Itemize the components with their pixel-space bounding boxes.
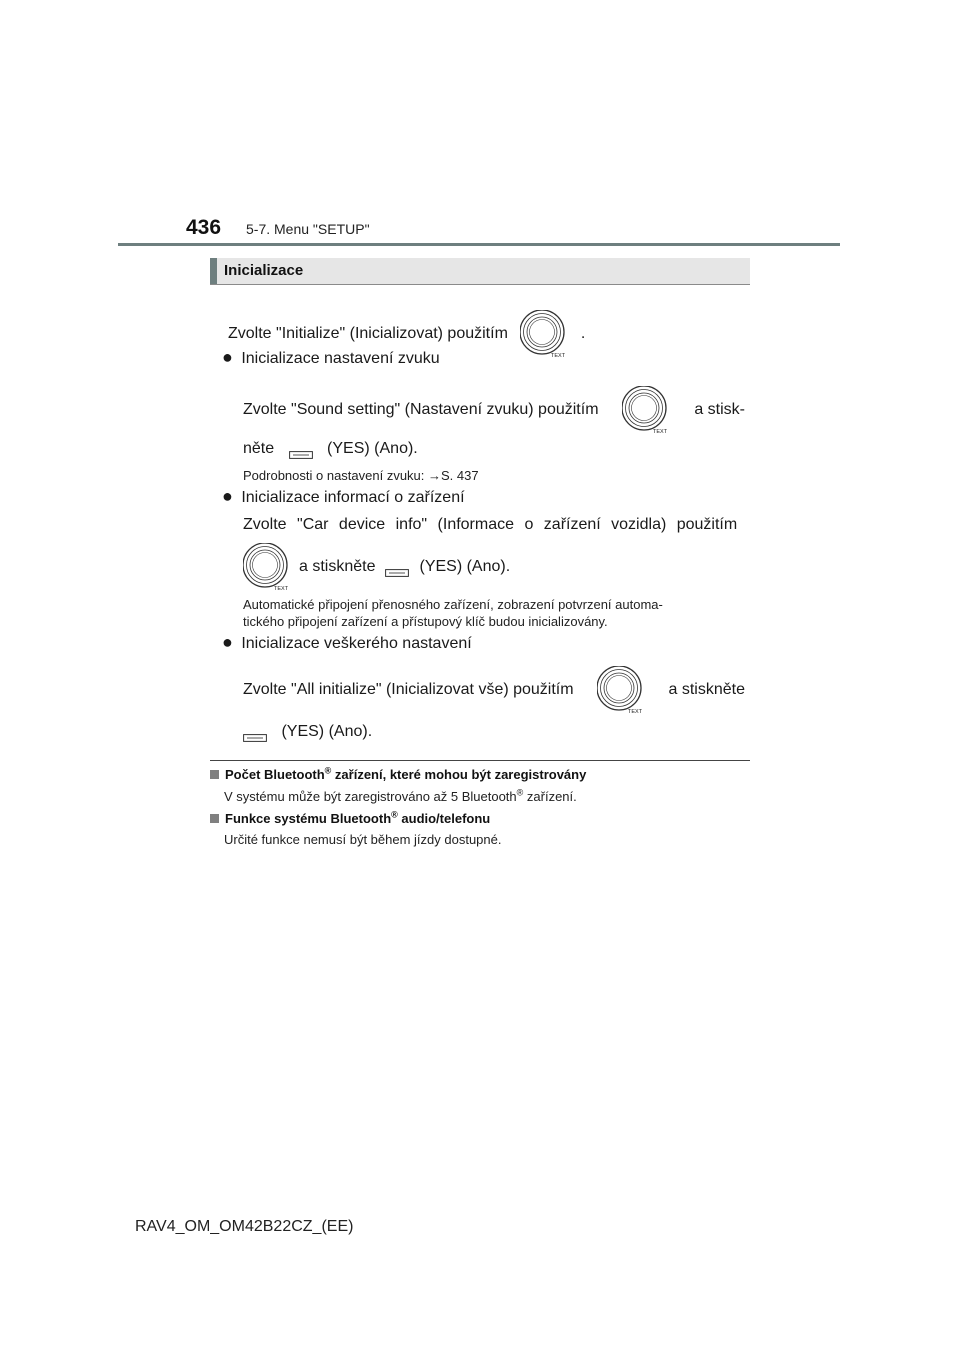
- item-device-line1: [243, 515, 745, 535]
- registered-mark: ®: [516, 787, 524, 798]
- item-sound-line2: [243, 439, 418, 459]
- item-device-note-1: Automatické připojení přenosného zařízení, zobrazení potvrzení automa-: [243, 597, 663, 612]
- item-device-line2: [243, 543, 510, 591]
- intro-text: Zvolte "Initialize" (Inicializovat) použitím: [228, 325, 508, 343]
- note-title-functions: [210, 811, 490, 826]
- preset-button-icon: [385, 563, 409, 571]
- item-title: Inicializace informací o zařízení: [241, 489, 465, 506]
- item-title: Inicializace nastavení zvuku: [241, 350, 440, 367]
- tune-select-knob-icon: [520, 310, 568, 358]
- preset-button-icon: [243, 728, 267, 736]
- section-heading: [210, 258, 750, 285]
- svg-text:TEXT: TEXT: [274, 586, 289, 591]
- page-reference-link[interactable]: S. 437: [441, 468, 479, 483]
- bullet-icon: ●: [222, 486, 233, 506]
- section-end-rule: [210, 760, 750, 761]
- tune-select-knob-icon: [243, 543, 291, 591]
- item-text: Zvolte "All initialize" (Inicializovat vše) použitím: [243, 681, 574, 698]
- header-rule: [118, 243, 840, 246]
- item-text: a stiskněte: [299, 558, 376, 575]
- item-text: a stiskněte: [668, 681, 745, 698]
- item-text: a stisk-: [694, 401, 745, 418]
- note-text-functions: Určité funkce nemusí být během jízdy dostupné.: [224, 832, 502, 847]
- item-text: (YES) (Ano).: [281, 723, 373, 740]
- note-title-text: Počet Bluetooth: [225, 767, 325, 782]
- tune-select-knob-icon: [622, 386, 670, 434]
- registered-mark: ®: [391, 809, 398, 820]
- note-text-device-count: [224, 789, 577, 804]
- registered-mark: ®: [324, 765, 332, 776]
- square-bullet-icon: [210, 770, 219, 779]
- heading-title: Inicializace: [224, 262, 304, 279]
- item-title: Inicializace veškerého nastavení: [241, 635, 472, 652]
- item-text: (YES) (Ano).: [419, 558, 511, 575]
- note-title-text: audio/telefonu: [397, 811, 491, 826]
- item-all-line1: [243, 666, 745, 714]
- item-sound-title: [222, 347, 440, 369]
- note-title-text: zařízení, které mohou být zaregistrovány: [331, 767, 587, 782]
- note-title-device-count: [210, 767, 586, 782]
- item-text: Zvolte "Car device info" (Informace o zařízení vozidla) použitím: [243, 516, 738, 533]
- svg-text:TEXT: TEXT: [628, 709, 643, 714]
- item-text: (YES) (Ano).: [327, 440, 418, 457]
- preset-button-icon: [289, 445, 313, 453]
- square-bullet-icon: [210, 814, 219, 823]
- item-all-line2: [243, 722, 372, 742]
- item-sound-line1: [243, 386, 745, 434]
- document-code-footer: RAV4_OM_OM42B22CZ_(EE): [135, 1218, 354, 1235]
- svg-text:TEXT: TEXT: [551, 353, 566, 358]
- item-all-title: [222, 632, 472, 654]
- intro-end: .: [580, 325, 586, 343]
- svg-text:TEXT: TEXT: [653, 429, 668, 434]
- note-text: Podrobnosti o nastavení zvuku:: [243, 468, 429, 483]
- item-sound-note: [243, 468, 479, 484]
- section-title: 5-7. Menu "SETUP": [246, 221, 370, 237]
- tune-select-knob-icon: [597, 666, 645, 714]
- bullet-icon: ●: [222, 632, 233, 652]
- item-device-title: [222, 486, 465, 508]
- item-text: Zvolte "Sound setting" (Nastavení zvuku) použitím: [243, 401, 599, 418]
- heading-accent-bar: [210, 258, 217, 284]
- note-body: V systému může být zaregistrováno až 5 Bluetooth: [224, 789, 517, 804]
- note-body: zařízení.: [523, 789, 577, 804]
- arrow-icon: →: [428, 468, 442, 483]
- page-number: 436: [186, 216, 222, 239]
- item-text: něte: [243, 440, 275, 457]
- bullet-icon: ●: [222, 347, 233, 367]
- item-device-note-2: tického připojení zařízení a přístupový klíč budou inicializovány.: [243, 614, 608, 629]
- note-title-text: Funkce systému Bluetooth: [225, 811, 392, 826]
